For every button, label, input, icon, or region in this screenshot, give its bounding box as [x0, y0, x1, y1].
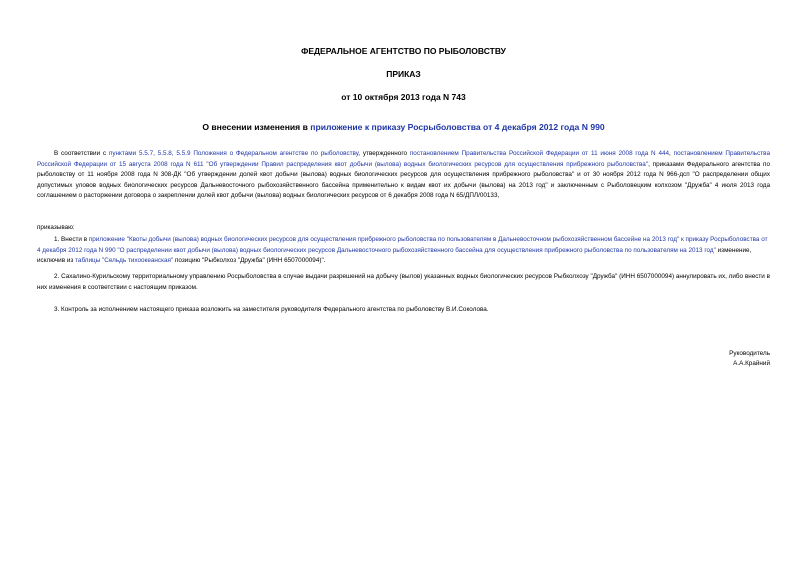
order-date: от 10 октября 2013 года N 743: [341, 92, 466, 102]
link-order-990[interactable]: к приказу Росрыболовства от 4 декабря 2012 года N 990 "О распределении квот добычи (вылова) водных биологических ресурсов Дальневосточного рыбохозяйственного бассейна для осуществления прибрежного рыболовства по пользователям на 2013 год": [37, 236, 768, 254]
paragraph-item-3: 3. Контроль за исполнением настоящего приказа возложить на заместителя руководителя Федерального агентства по рыболовству В.И.Соколова.: [54, 306, 489, 313]
preamble-text-4: , приказами Федерального агентства по рыболовству от 11 ноября 2008 года N 308-ДК "Об утверждении долей квот добычи (вылова) водных биологических ресурсов для осуществления прибрежного рыболовства" и от 30 ноября 2012 года N 966-дсп "О распределении общих допустимых уловов водных биологических ресурсов Дальневосточного рыбохозяйственного бассейна применительно к видам квот их добычи (вылова) на 2013 год" и заключенным с Рыболовецким колхозом "Дружба" 4 июля 2013 года соглашением о расторжении договора о закреплении долей квот добычи (вылова) водных биологических ресурсов от 6 декабря 2008 года N 65/ДПЛ/00133,: [37, 160, 770, 200]
link-regulation-points[interactable]: пунктами 5.5.7, 5.5.8, 5.5.9 Положения о Федеральном агентстве по рыболовству: [108, 150, 359, 157]
preamble-text-2: , утвержденного: [358, 150, 410, 157]
link-resolution-444[interactable]: постановлением Правительства Российской Федерации от 11 июня 2008 года N 444: [409, 150, 670, 157]
signature-name: А.А.Крайний: [733, 360, 770, 367]
preamble-text-3: ,: [669, 150, 674, 157]
link-herring-table[interactable]: таблицы "Сельдь тихоокеанская": [75, 257, 174, 265]
decree-word: приказываю:: [37, 224, 75, 231]
link-resolution-611[interactable]: постановлением Правительства Российской Федерации от 15 августа 2008 года N 611 "Об утверждении Правил распределения квот добычи (вылова) водных биологических ресурсов для осуществления прибрежного рыболовства": [37, 150, 770, 168]
signature-position: Руководитель: [729, 350, 770, 357]
item1-text-4: позицию "Рыбколхоз "Дружба" (ИНН 6507000094)".: [173, 257, 326, 265]
document-page: [37, 0, 770, 571]
document-type: ПРИКАЗ: [386, 69, 421, 79]
paragraph-item-1: [37, 235, 770, 267]
order-title-link[interactable]: приложение к приказу Росрыболовства от 4 декабря 2012 года N 990: [310, 122, 605, 132]
link-quota-appendix[interactable]: приложение "Квоты добычи (вылова) водных биологических ресурсов для осуществления прибрежного рыболовства по пользователям в Дальневосточном рыбохозяйственном бассейне на 2013 год": [88, 236, 680, 243]
paragraph-item-2: 2. Сахалино-Курильскому территориальному управлению Росрыболовства в случае выдачи разрешений на добычу (вылов) указанных водных биологических ресурсов Рыбколхозу "Дружба" (ИНН 6507000094) аннулировать их, либо внести в них изменения в соответствии с настоящим приказом.: [37, 273, 770, 291]
item1-text-3: изменение, исключив из: [37, 246, 752, 265]
preamble-text-1: В соответствии с: [54, 150, 109, 157]
order-title: [37, 122, 770, 133]
item1-text-1: 1. Внести в: [54, 236, 89, 243]
paragraph-preamble: [37, 149, 770, 202]
order-title-prefix: О внесении изменения в: [202, 122, 311, 132]
agency-name: ФЕДЕРАЛЬНОЕ АГЕНТСТВО ПО РЫБОЛОВСТВУ: [301, 46, 506, 56]
